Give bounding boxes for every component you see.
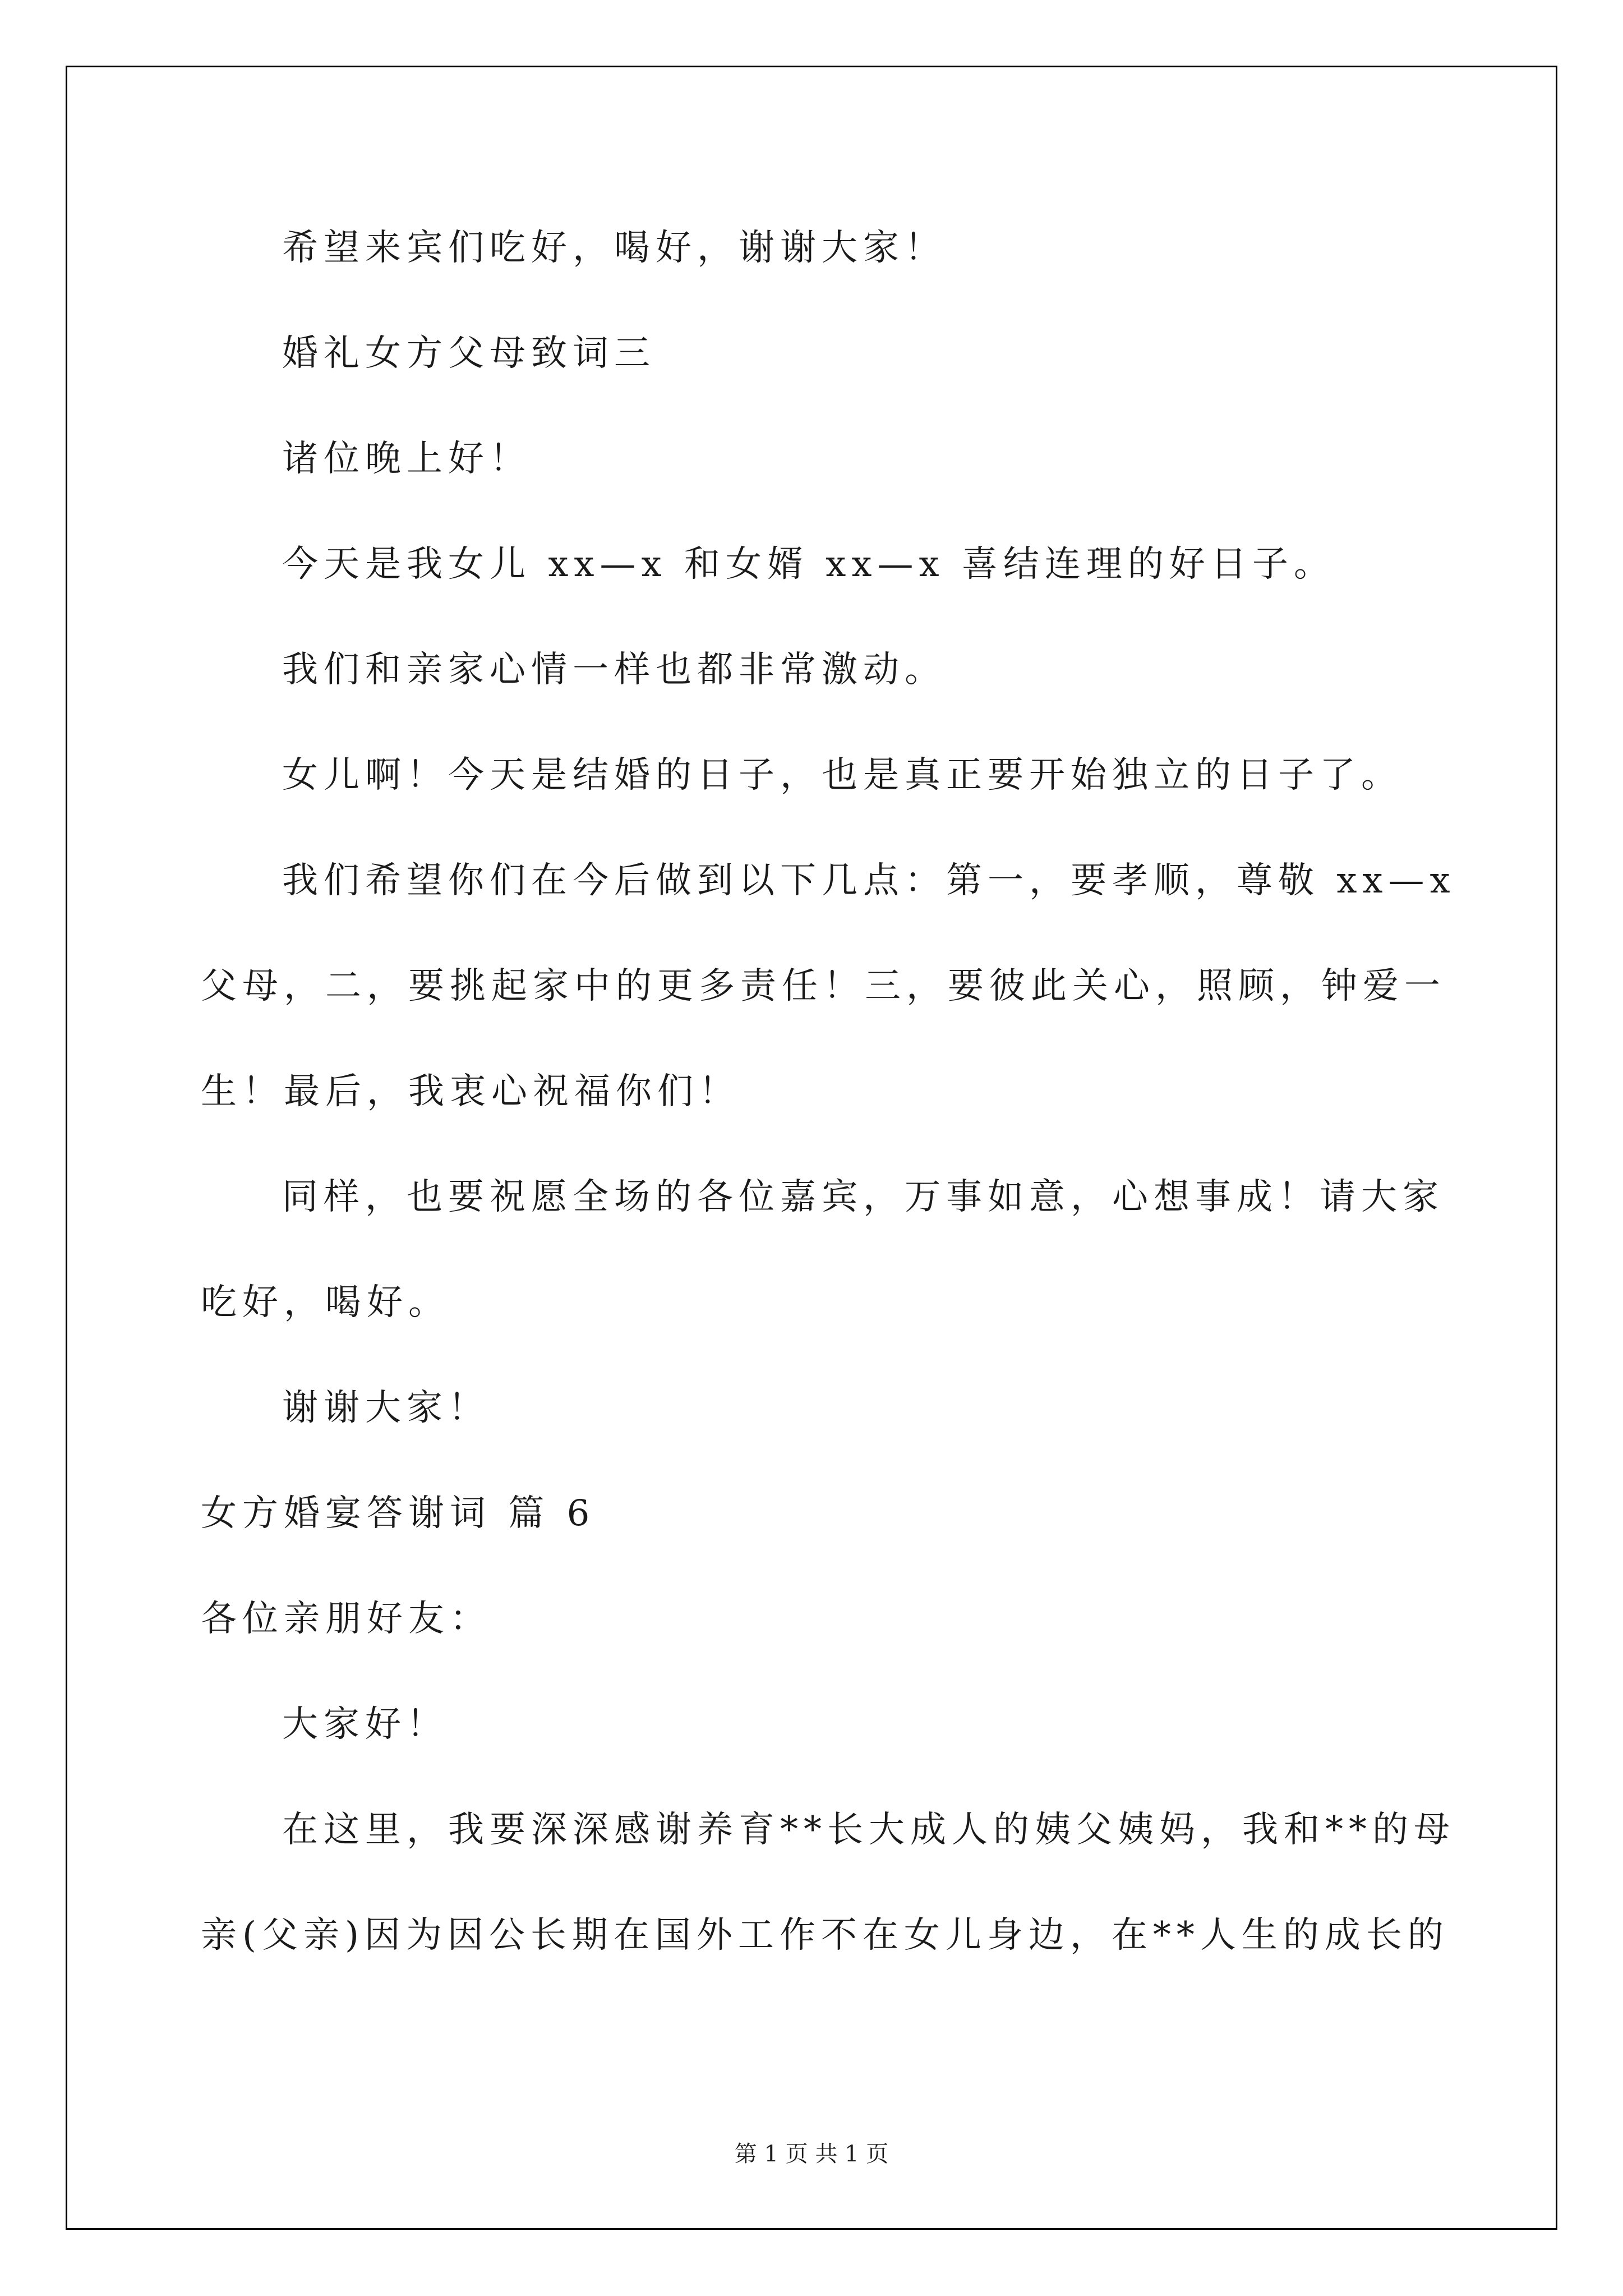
paragraph-line: 女儿啊！今天是结婚的日子，也是真正要开始独立的日子了。 [282, 754, 1403, 796]
paragraph-line: 希望来宾们吃好，喝好，谢谢大家！ [282, 227, 946, 269]
paragraph-line: 亲(父亲)因为因公长期在国外工作不在女儿身边，在**人生的成长的 [201, 1915, 1449, 1956]
salutation: 各位亲朋好友： [201, 1598, 491, 1640]
paragraph-line: 诸位晚上好！ [282, 438, 531, 480]
paragraph-line: 同样，也要祝愿全场的各位嘉宾，万事如意，心想事成！请大家 [282, 1176, 1444, 1218]
paragraph-line: 今天是我女儿 xx—x 和女婿 xx—x 喜结连理的好日子。 [282, 544, 1335, 585]
paragraph-line: 吃好，喝好。 [201, 1282, 450, 1323]
paragraph-line: 谢谢大家！ [282, 1387, 490, 1429]
paragraph-line: 大家好！ [282, 1704, 448, 1745]
paragraph-line: 生！最后，我衷心祝福你们！ [201, 1071, 740, 1112]
article-heading: 女方婚宴答谢词 篇 6 [201, 1493, 596, 1534]
paragraph-line: 我们和亲家心情一样也都非常激动。 [282, 649, 946, 691]
paragraph-line: 我们希望你们在今后做到以下几点：第一，要孝顺，尊敬 xx—x [282, 860, 1456, 901]
page-footer: 第 1 页 共 1 页 [734, 2141, 889, 2167]
paragraph-line: 父母，二，要挑起家中的更多责任！三，要彼此关心，照顾，钟爱一 [201, 965, 1446, 1007]
section-heading: 婚礼女方父母致词三 [282, 333, 656, 374]
page-border [66, 66, 1557, 2230]
paragraph-line: 在这里，我要深深感谢养育**长大成人的姨父姨妈，我和**的母 [282, 1809, 1455, 1851]
